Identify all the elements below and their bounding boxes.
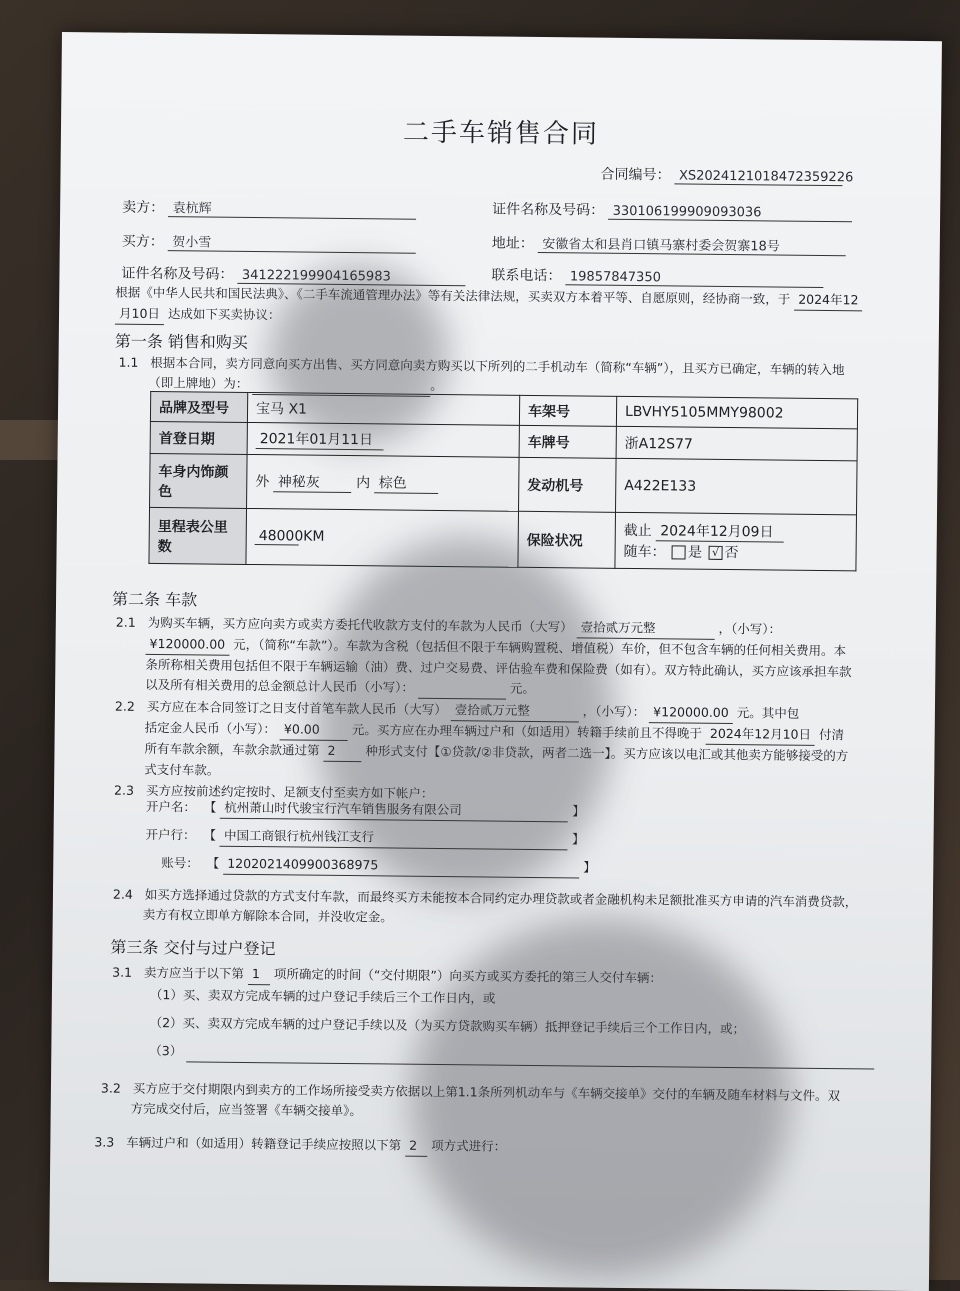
phone-label: 联系电话： [491,267,562,285]
clause-2-3-num: 2.3 [113,782,135,798]
buyer-label: 买方： [121,233,164,251]
preamble-text-2: 达成如下买卖协议： [167,306,281,323]
preamble [115,283,875,333]
preamble-date-1: 2024年12 [794,290,862,312]
seller-row [122,197,417,220]
clause-2-3-a: 买方应按前述约定按时、足额支付至卖方如下帐户： [145,782,434,801]
clause-1-1-text-a: 根据本合同，卖方同意向买方出售、买方同意向卖方购买以下所列的二手机动车（简称“车辆”），且买方已确定，车辆的转入地 [150,354,845,378]
insurance-until-label: 截止 [623,522,652,540]
buyer-id-value: 341222199904165983 [238,268,466,286]
clause-3-2-b: 方完成交付后，应当签署《车辆交接单》。 [130,1100,363,1119]
clause-3-2-num: 3.2 [100,1080,121,1096]
account-no-row [161,853,596,879]
clause-3-2 [101,1078,861,1126]
clause-2-4-num: 2.4 [112,886,133,902]
seller-id-label: 证件名称及号码： [492,201,605,219]
clause-2-2 [114,697,855,788]
reg-date-key: 首登日期 [150,421,247,454]
color-cell [247,454,520,511]
bracket-left: 【 [206,855,220,871]
mileage-unit: KM [303,528,325,545]
clause-2-2-n: 2 [323,741,361,762]
bracket-right: 】 [572,803,585,819]
insurance-date: 2024年12月09日 [656,520,784,542]
clause-3-2-a: 买方应于交付期限内到卖方的工作场所接受卖方依据以上第1.1条所列机动车与《车辆交接单》交付的车辆及随车材料与文件。双 [132,1080,841,1104]
clause-3-1-option-3-num: （3） [149,1042,183,1059]
vin-value: LBVHY5105MMY98002 [616,396,857,429]
clause-2-1-f: 元。 [509,680,535,696]
reg-date-value: 2021年01月11日 [256,428,384,450]
contract-no-value: XS20241210184723592​26 [675,168,843,186]
brand-value: 宝马 X1 [247,392,519,425]
clause-2-1-cn: 壹拾贰万元整 [576,617,714,639]
plate-key: 车牌号 [519,425,616,458]
clause-1-1-text-b: （即上牌地）为： [148,374,249,391]
clause-3-1-n: 1 [248,964,270,985]
phone-value: 19857847350 [566,269,824,288]
table-row [149,507,857,570]
preamble-date-2: 月10日 [115,304,164,326]
phone-row [491,265,824,288]
art3-heading: 第三条 交付与过户登记 [110,937,276,959]
address-row [492,233,847,257]
clause-2-1-amt: ¥120000.00 [145,634,229,656]
account-name-value: 杭州萧山时代骏宝行汽车销售服务有限公司 [220,798,568,823]
clause-2-2-b: ，（小写）： [582,703,646,720]
buyer-value: 贺小雪 [168,231,416,254]
account-bank-value: 中国工商银行杭州钱江支行 [220,826,568,851]
insurance-yes: 是 [687,544,703,561]
clause-2-4 [113,885,873,933]
plate-value: 浙A12S77 [616,426,857,461]
color-key: 车身内饰颜色 [150,453,248,508]
account-bank-row [145,825,584,851]
reg-date-cell [247,422,519,457]
contract-no-label: 合同编号： [600,166,671,184]
art1-heading: 第一条 销售和购买 [114,331,248,352]
account-name-row [146,797,585,823]
clause-3-1-num: 3.1 [112,964,133,980]
clause-3-1-b: 项所确定的时间（“交付期限”）向买方或买方委托的第三人交付车辆： [273,966,662,986]
clause-3-1-option-1: （1）买、卖双方完成车辆的过户登记手续后三个工作日内，或 [149,986,496,1006]
bracket-right: 】 [571,831,585,847]
clause-2-4-a: 如买方选择通过贷款的方式支付车款，而最终买方未能按本合同约定办理贷款或者金融机构未足额批准买方申请的汽车消费贷款， [144,886,858,910]
contract-title: 二手车销售合同 [402,117,600,150]
insurance-key: 保险状况 [518,511,616,568]
clause-2-1-d: 条所称相关费用包括但不限于车辆运输（油）费、过户交易费、评估验车费和保险费（如有）。双方特此确认，买方应该承担车款 [145,656,852,680]
clause-2-1-num: 2.1 [115,614,136,630]
clause-2-2-amt: ¥120000.00 [649,702,733,724]
clause-2-2-f: 付清 [818,726,845,743]
clause-2-2-i: 式支付车款。 [144,761,220,778]
address-value: 安徽省太和县肖口镇马寨村委会贺寨18号 [538,233,846,256]
clause-3-3-a: 车辆过户和（如适用）转籍登记手续应按照以下第 [126,1134,402,1153]
mileage-cell [246,508,519,567]
engine-key: 发动机号 [519,457,617,512]
seller-value: 袁杭辉 [169,197,417,220]
clause-3-1-option-3 [149,1041,874,1070]
brand-key: 品牌及型号 [150,391,247,422]
art2-heading: 第二条 车款 [111,589,198,610]
vin-key: 车架号 [519,395,616,426]
clause-3-3-b: 项方式进行： [431,1137,507,1154]
vehicle-info-table [148,391,858,571]
clause-1-1-end: 。 [430,377,443,394]
insurance-no: 否 [724,544,739,562]
clause-2-1-a: 为购买车辆，买方应向卖方或卖方委托代收款方支付的车款为人民币（大写） [147,614,573,635]
clause-3-3 [94,1132,854,1161]
clause-2-1-e: 以及所有相关费用的总金额总计人民币（小写）： [145,676,415,695]
mileage-key: 里程表公里数 [149,507,247,564]
clause-2-1-c: 元，（简称“车款”）。车款为含税（包括但不限于车辆购置税、增值税）车价，但不包含车辆的任何相关费用。本 [233,636,847,659]
clause-2-2-cn: 壹拾贰万元整 [451,700,579,722]
account-no-label: 账号： [161,855,199,871]
contract-no-row [600,164,854,187]
checkbox-no-checked-icon: √ [708,546,722,560]
outer-label: 外 [255,474,270,491]
table-row [150,453,858,514]
buyer-id-label: 证件名称及号码： [121,265,234,283]
insurance-cell [615,512,857,571]
clause-2-1-blank [418,678,506,700]
inner-label: 内 [356,475,371,492]
clause-3-1-option-3-blank [186,1041,874,1069]
clause-2-2-dep: ¥0.00 [280,719,348,741]
clause-1-1-num: 1.1 [118,354,139,370]
seller-label: 卖方： [122,199,165,217]
contract-sheet [49,32,942,1291]
clause-3-3-num: 3.3 [94,1134,115,1150]
clause-2-1-b: ，（小写）： [718,620,782,637]
account-name-label: 开户名： [145,798,196,815]
outer-value: 神秘灰 [274,471,352,493]
seller-id-row [492,199,853,223]
account-no-value: 1202021409900368975 [223,854,579,879]
clause-2-2-date: 2024年12月10日 [706,724,815,746]
inner-value: 棕色 [375,472,439,494]
clause-2-1 [115,613,856,704]
clause-2-2-c: 元。其中包 [736,705,800,721]
preamble-text-1: 根据《中华人民共和国民法典》、《二手车流通管理办法》等有关法律法规，买卖双方本着平等、自愿原则，经协商一致，于 [115,284,791,307]
buyer-row [122,231,417,254]
clause-2-2-a: 买方应在本合同签订之日支付首笔车款人民币（大写） [146,698,447,718]
clause-2-2-e: 元。买方应在办理车辆过户和（如适用）转籍手续前且不得晚于 [351,722,703,741]
clause-2-4-b: 卖方有权立即单方解除本合同，并没收定金。 [142,906,393,925]
seller-id-value: 330106199909093036 [609,204,853,223]
clause-2-2-d: 括定金人民币（小写）： [144,719,277,737]
clause-2-2-num: 2.2 [114,698,135,714]
insurance-with-label: 随车： [623,543,666,561]
clause-2-2-g: 所有车款余额，车款余款通过第 [144,740,320,758]
address-label: 地址： [491,235,534,252]
mileage-value: 48000 [255,528,299,545]
engine-value: A422E133 [616,458,858,515]
clause-3-3-n: 2 [405,1136,427,1157]
bracket-right: 】 [583,859,596,875]
clause-2-2-h: 种形式支付【①贷款/②非贷款，两者二选一】。买方应该以电汇或其他卖方能够接受的方 [365,743,849,764]
clause-3-1-option-2: （2）买、卖双方完成车辆的过户登记手续以及（为买方贷款购买车辆）抵押登记手续后三个工作日内，或； [149,1014,746,1037]
bracket-left: 【 [203,827,217,843]
account-bank-label: 开户行： [145,826,196,843]
bracket-left: 【 [203,799,217,815]
clause-3-1-a: 卖方应当于以下第 [143,964,245,981]
checkbox-yes-icon [672,545,686,559]
